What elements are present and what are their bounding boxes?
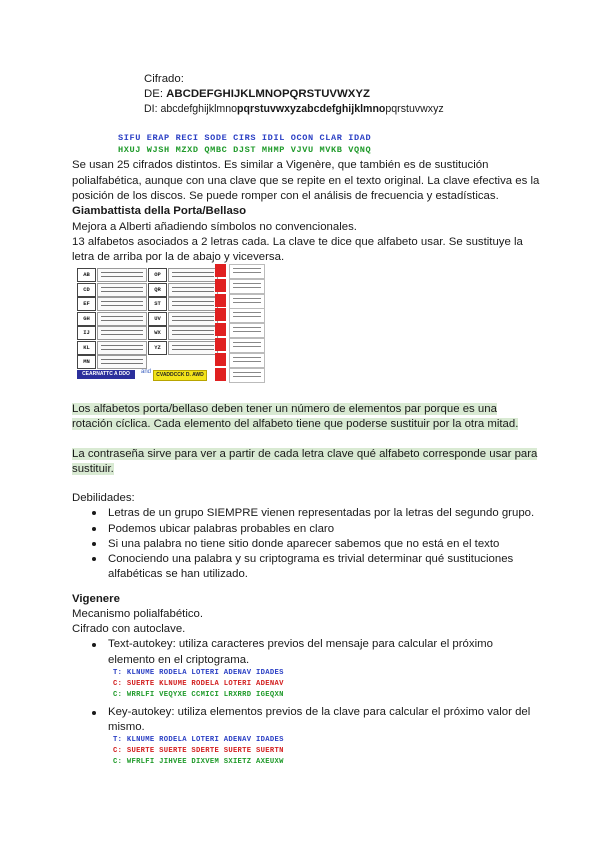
bullet-dot (92, 511, 96, 515)
porta-heading: Giambattista della Porta/Bellaso (72, 205, 247, 217)
alberti-plain-line: SIFU ERAP RECI SODE CIRS IDIL OCON CLAR IDAD (118, 133, 372, 143)
porta-alphabet (168, 283, 218, 297)
red-key-cell (215, 294, 226, 307)
di-prefix: DI: (144, 103, 161, 115)
weakness-item-3: Si una palabra no tiene sitio donde aparecer sabemos que no está en el texto (108, 538, 500, 550)
text-autokey-line-1: Text-autokey: utiliza caracteres previos del mensaje para calcular el próximo (108, 638, 493, 650)
porta-text-2: 13 alfabetos asociados a 2 letras cada. La clave te dice que alfabeto usar. Se sustituye la (72, 236, 523, 248)
porta-alphabet (168, 297, 218, 311)
porta-key: KL (77, 341, 96, 355)
porta-button-right: CVADDCCK D. AWD (153, 370, 207, 381)
bullet-dot (92, 542, 96, 546)
porta-alphabet (97, 326, 147, 340)
weakness-item-2: Podemos ubicar palabras probables en claro (108, 523, 335, 535)
vigenere-text-1: Mecanismo polialfabético. (72, 608, 204, 620)
porta-alphabet (168, 268, 218, 282)
red-alphabet-cell (229, 279, 265, 294)
porta-button-left: CEARNATTC A DDO (77, 370, 135, 379)
cipher-de-line (144, 87, 370, 102)
porta-alphabet (168, 326, 218, 340)
porta-key: WX (148, 326, 167, 340)
red-key-cell (215, 279, 226, 292)
di-part2: pqrstuvwxyzabcdefghijklmno (237, 103, 386, 115)
alberti-text-1: Se usan 25 cifrados distintos. Es similar a Vigenère, que también es de sustitución (72, 159, 489, 171)
cipher-label: Cifrado: (144, 73, 184, 85)
bullet-dot (92, 557, 96, 561)
weakness-item-1: Letras de un grupo SIEMPRE vienen representadas por la letras del segundo grupo. (108, 507, 535, 519)
porta-key: OP (148, 268, 167, 282)
porta-key: IJ (77, 326, 96, 340)
porta-key: AB (77, 268, 96, 282)
porta-text-3: letra de arriba por la de abajo y viceversa. (72, 251, 285, 263)
porta-key: UV (148, 312, 167, 326)
key-autokey-cipher: C: WFRLFI JIHVEE DIXVEM SXIETZ AXEUXW (113, 758, 284, 766)
highlight-1-line-1: Los alfabetos porta/bellaso deben tener un número de elementos par porque es una (72, 403, 497, 415)
alberti-cipher-line: HXUJ WJSH MZXD QMBC DJST MHMP VJVU MVKB VQNQ (118, 145, 372, 155)
alberti-text-3: posición de los discos. Se puede romper con el análisis de frecuencia y estadísticas. (72, 190, 499, 202)
text-autokey-key: C: SUERTE KLNUME RODELA LOTERI ADENAV (113, 680, 284, 688)
highlight-1-line-2: rotación cíclica. Cada elemento del alfabeto tiene que poderse sustituir por la otra mitad. (72, 418, 519, 430)
porta-alphabet (97, 283, 147, 297)
alberti-text-2: polialfabética, aunque con una clave que se repite en el texto original. La clave efectiva es la (72, 175, 540, 187)
porta-key: QR (148, 283, 167, 297)
porta-text-1: Mejora a Alberti añadiendo símbolos no convencionales. (72, 221, 357, 233)
porta-alphabet (97, 355, 147, 369)
red-key-cell (215, 323, 226, 336)
de-prefix: DE: (144, 88, 167, 100)
bullet-dot (92, 527, 96, 531)
red-key-cell (215, 264, 226, 277)
highlight-2-line-1: La contraseña sirve para ver a partir de cada letra clave qué alfabeto corresponde usar para (72, 448, 538, 460)
di-part3: pqrstuvwxyz (385, 103, 444, 115)
porta-key: CD (77, 283, 96, 297)
highlight-text-2 (72, 417, 518, 432)
bullet-dot (92, 643, 96, 647)
porta-key: YZ (148, 341, 167, 355)
porta-alphabet (97, 297, 147, 311)
key-autokey-plain: T: KLNUME RODELA LOTERI ADENAV IDADES (113, 736, 284, 744)
porta-key: ST (148, 297, 167, 311)
red-key-cell (215, 338, 226, 351)
red-alphabet-cell (229, 338, 265, 353)
text-autokey-plain: T: KLNUME RODELA LOTERI ADENAV IDADES (113, 669, 284, 677)
red-alphabet-cell (229, 294, 265, 309)
red-alphabet-cell (229, 264, 265, 279)
red-alphabet-cell (229, 323, 265, 338)
red-key-cell (215, 353, 226, 366)
porta-alphabet (97, 268, 147, 282)
key-autokey-line-1: Key-autokey: utiliza elementos previos de la clave para calcular el próximo valor del (108, 706, 531, 718)
porta-key: GH (77, 312, 96, 326)
porta-arrow: and (141, 369, 152, 375)
red-alphabet-cell (229, 308, 265, 323)
cipher-di-line (144, 102, 444, 117)
porta-alphabet (97, 312, 147, 326)
porta-key: MN (77, 355, 96, 369)
red-key-cell (215, 368, 226, 381)
bullet-dot (92, 711, 96, 715)
weakness-item-4: Conociendo una palabra y su criptograma es trivial determinar qué sustituciones (108, 553, 514, 565)
vigenere-heading: Vigenere (72, 593, 120, 605)
highlight-2-line-2: sustituir. (72, 463, 114, 475)
de-alphabet: ABCDEFGHIJKLMNOPQRSTUVWXYZ (166, 88, 370, 100)
porta-alphabet (97, 341, 147, 355)
red-key-cell (215, 308, 226, 321)
weaknesses-title: Debilidades: (72, 492, 135, 504)
highlight-text-1 (72, 402, 497, 417)
red-alphabet-cell (229, 353, 265, 368)
porta-alphabet (168, 312, 218, 326)
red-alphabet-cell (229, 368, 265, 383)
key-autokey-key: C: SUERTE SUERTE SDERTE SUERTE SUERTN (113, 747, 284, 755)
text-autokey-cipher: C: WRRLFI VEQYXE CCMICI LRXRRD IGEQXN (113, 691, 284, 699)
highlight-text-4 (72, 462, 114, 477)
text-autokey-line-2: elemento en el criptograma. (108, 654, 250, 666)
di-part1: abcdefghijklmno (160, 103, 238, 115)
highlight-text-3 (72, 447, 537, 462)
porta-alphabet (168, 341, 218, 355)
weakness-item-4-cont: alfabéticas se han utilizado. (108, 568, 248, 580)
vigenere-text-2: Cifrado con autoclave. (72, 623, 186, 635)
porta-key: EF (77, 297, 96, 311)
key-autokey-line-2: mismo. (108, 721, 145, 733)
porta-red-table (215, 264, 275, 384)
